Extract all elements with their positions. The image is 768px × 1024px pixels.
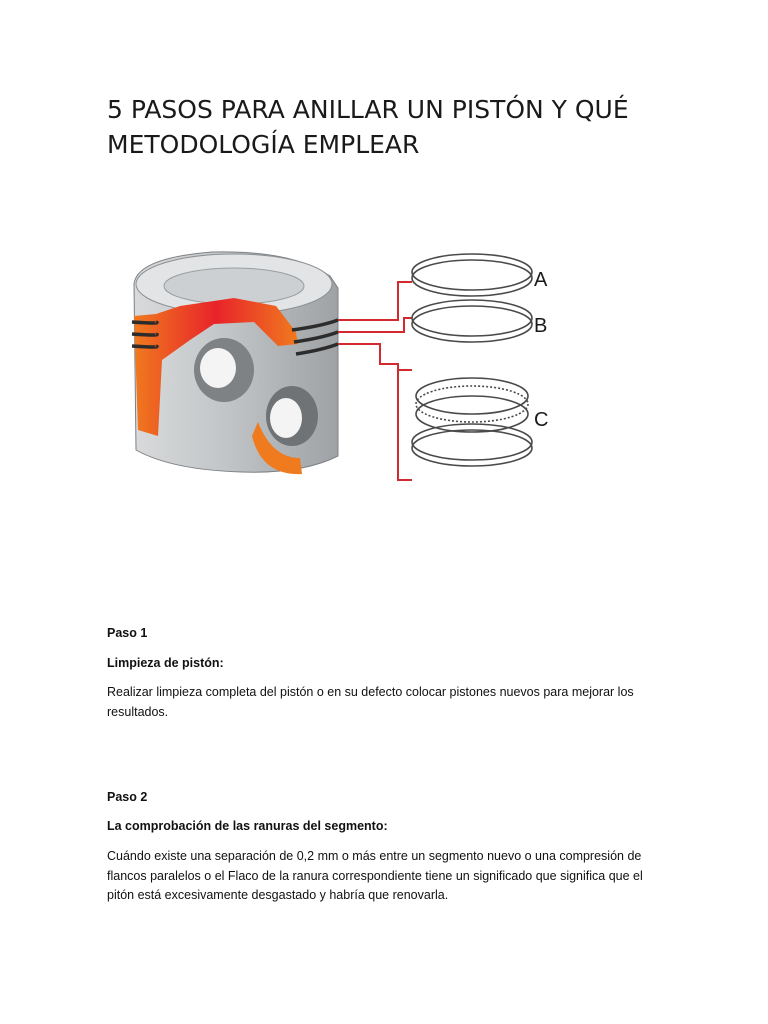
ring-set	[412, 254, 532, 466]
step-2-heading: La comprobación de las ranuras del segmento:	[107, 819, 388, 833]
step-1-label: Paso 1	[107, 626, 148, 640]
figure-label-b: B	[534, 315, 548, 337]
figure-label-a: A	[534, 269, 548, 291]
figure-label-c: C	[534, 409, 549, 431]
leader-lines	[338, 282, 412, 480]
page-title: 5 PASOS PARA ANILLAR UN PISTÓN Y QUÉ METODOLOGÍA EMPLEAR	[107, 95, 629, 159]
piston-rings-figure	[122, 236, 562, 492]
step-2-body: Cuándo existe una separación de 0,2 mm o más entre un segmento nuevo o una compresión de flancos paralelos o el Flaco de la ranura correspondiente tiene un significado que significa que el pitón está excesivamente desgastado y habría que renovarla.	[107, 849, 643, 902]
piston-illustration	[132, 252, 338, 474]
step-2-label: Paso 2	[107, 790, 148, 804]
step-1-body: Realizar limpieza completa del pistón o en su defecto colocar pistones nuevos para mejorar los resultados.	[107, 685, 634, 719]
step-1-heading: Limpieza de pistón:	[107, 656, 224, 670]
